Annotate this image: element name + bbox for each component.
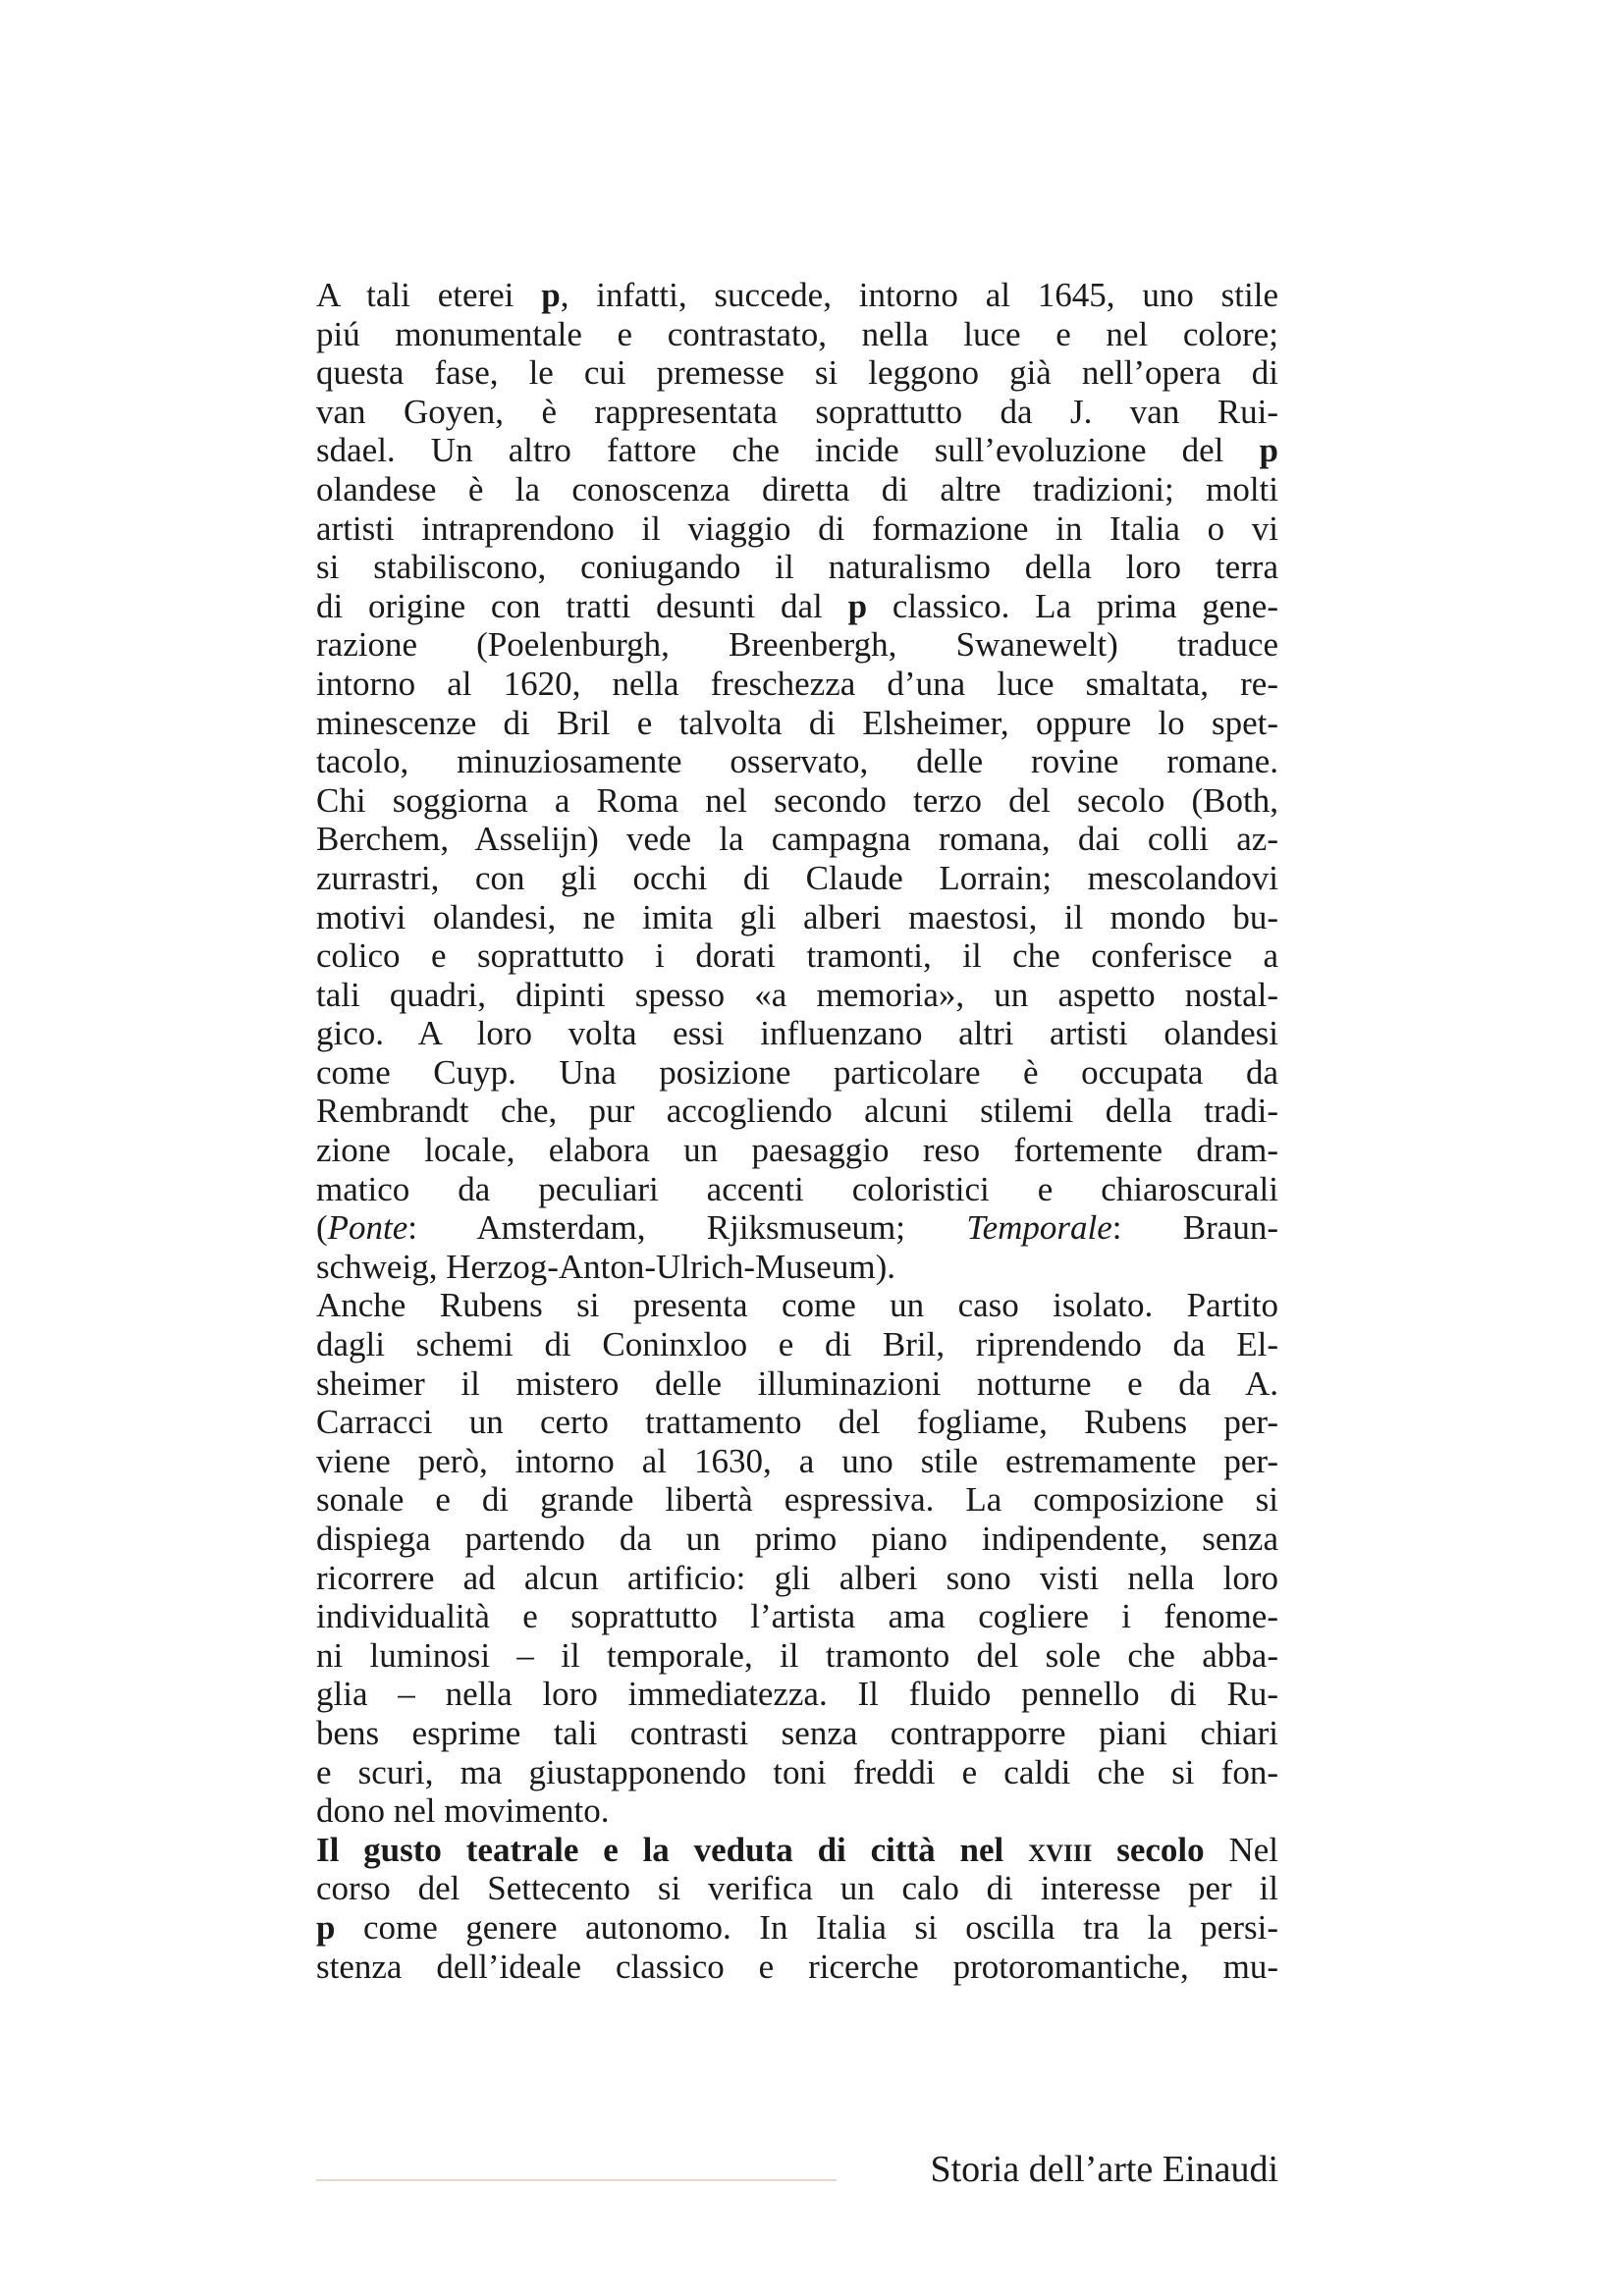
text-segment: stenza dell’ideale classico e ricerche protoromantiche, mu-: [316, 1947, 1278, 1986]
text-line: [316, 509, 1278, 549]
text-line: [316, 1948, 1278, 1987]
text-line: [316, 1831, 1278, 1870]
text-line: [316, 1248, 1278, 1287]
text-line: [316, 781, 1278, 821]
text-segment: motivi olandesi, ne imita gli alberi maestosi, il mondo bu-: [316, 897, 1278, 936]
text-segment: , infatti, succede, intorno al 1645, uno stile: [560, 276, 1278, 314]
text-segment: Ponte: [327, 1208, 408, 1248]
text-segment: si stabiliscono, coniugando il naturalismo della loro terra: [316, 548, 1278, 587]
text-line: [316, 1480, 1278, 1520]
text-segment: : Braun-: [1111, 1208, 1278, 1248]
text-line: [316, 548, 1278, 587]
text-segment: tali quadri, dipinti spesso «a memoria», un aspetto nostal-: [316, 975, 1278, 1014]
text-segment: Rembrandt che, pur accogliendo alcuni stilemi della tradi-: [316, 1092, 1278, 1131]
text-line: [316, 587, 1278, 626]
text-segment: colico e soprattutto i dorati tramonti, il che conferisce a: [316, 936, 1278, 976]
text-segment: come genere autonomo. In Italia si oscilla tra la persi-: [335, 1907, 1278, 1947]
text-segment: A tali eterei: [316, 276, 542, 314]
text-segment: e scuri, ma giustapponendo toni freddi e caldi che si fon-: [316, 1752, 1278, 1791]
text-segment: Carracci un certo trattamento del fogliame, Rubens per-: [316, 1403, 1278, 1442]
text-line: [316, 1442, 1278, 1481]
text-line: [316, 665, 1278, 704]
text-segment: dono nel movimento.: [316, 1791, 610, 1831]
text-line: [316, 1364, 1278, 1404]
text-line: [316, 704, 1278, 743]
text-line: [316, 431, 1278, 470]
footer-title: Storia dell’arte Einaudi: [930, 2149, 1278, 2190]
text-segment: zurrastri, con gli occhi di Claude Lorrain; mescolandovi: [316, 858, 1278, 897]
text-segment: Berchem, Asselijn) vede la campagna romana, dai colli az-: [316, 820, 1278, 859]
text-segment: Il gusto teatrale e la veduta di città nel: [316, 1830, 1029, 1869]
footer-rule: [316, 2179, 837, 2181]
text-line: [316, 470, 1278, 509]
text-line: [316, 1403, 1278, 1442]
text-segment: bens esprime tali contrasti senza contrapporre piani chiari: [316, 1713, 1278, 1752]
text-segment: : Amsterdam, Rjiksmuseum;: [407, 1208, 967, 1248]
text-line: [316, 1325, 1278, 1364]
text-line: [316, 1286, 1278, 1325]
text-line: [316, 1675, 1278, 1714]
text-segment: corso del Settecento si verifica un calo di interesse per il: [316, 1869, 1278, 1908]
text-segment: classico. La prima gene-: [867, 586, 1278, 625]
text-line: [316, 936, 1278, 976]
text-line: [316, 1014, 1278, 1053]
text-line: [316, 1208, 1278, 1248]
text-line: [316, 1753, 1278, 1792]
text-segment: p: [541, 276, 561, 314]
text-segment: sheimer il mistero delle illuminazioni notturne e da A.: [316, 1363, 1278, 1403]
text-line: [316, 859, 1278, 898]
text-segment: intorno al 1620, nella freschezza d’una luce smaltata, re-: [316, 664, 1278, 703]
text-segment: (: [316, 1208, 328, 1248]
text-line: [316, 820, 1278, 859]
text-segment: sdael. Un altro fattore che incide sull’evoluzione del: [316, 431, 1260, 470]
text-segment: viene però, intorno al 1630, a uno stile estremamente per-: [316, 1441, 1278, 1480]
text-segment: glia – nella loro immediatezza. Il fluido pennello di Ru-: [316, 1675, 1278, 1714]
page-footer: [316, 2120, 1278, 2190]
text-line: [316, 1092, 1278, 1131]
text-segment: tacolo, minuziosamente osservato, delle rovine romane.: [316, 742, 1278, 781]
text-segment: ni luminosi – il temporale, il tramonto del sole che abba-: [316, 1635, 1278, 1675]
text-segment: p: [847, 586, 868, 625]
text-segment: dagli schemi di Coninxloo e di Bril, riprendendo da El-: [316, 1325, 1278, 1364]
text-line: [316, 742, 1278, 781]
text-line: [316, 1869, 1278, 1908]
text-line: [316, 976, 1278, 1015]
text-segment: olandese è la conoscenza diretta di altre tradizioni; molti: [316, 469, 1278, 508]
text-segment: come Cuyp. Una posizione particolare è occupata da: [316, 1052, 1278, 1092]
text-segment: van Goyen, è rappresentata soprattutto da J. van Rui-: [316, 392, 1278, 431]
text-segment: di origine con tratti desunti dal: [316, 586, 848, 625]
text-line: [316, 353, 1278, 393]
text-segment: gico. A loro volta essi influenzano altri artisti olandesi: [316, 1014, 1278, 1053]
text-line: [316, 1053, 1278, 1093]
text-segment: schweig, Herzog-Anton-Ulrich-Museum).: [316, 1247, 895, 1286]
text-line: [316, 625, 1278, 665]
text-line: [316, 1597, 1278, 1636]
text-line: [316, 1636, 1278, 1676]
text-segment: dispiega partendo da un primo piano indipendente, senza: [316, 1520, 1278, 1558]
text-segment: Temporale: [966, 1208, 1112, 1248]
text-line: [316, 315, 1278, 354]
text-segment: sonale e di grande libertà espressiva. La composizione si: [316, 1480, 1278, 1520]
body-text: [316, 276, 1278, 1986]
text-segment: Anche Rubens si presenta come un caso isolato. Partito: [316, 1286, 1278, 1325]
text-line: [316, 276, 1278, 315]
text-line: [316, 1714, 1278, 1753]
text-segment: questa fase, le cui premesse si leggono già nell’opera di: [316, 353, 1278, 393]
text-line: [316, 1170, 1278, 1209]
text-segment: zione locale, elabora un paesaggio reso fortemente dram-: [316, 1131, 1278, 1170]
text-line: [316, 393, 1278, 432]
text-segment: secolo: [1092, 1830, 1205, 1869]
text-segment: Nel: [1204, 1830, 1278, 1869]
text-segment: minescenze di Bril e talvolta di Elsheimer, oppure lo spet-: [316, 703, 1278, 742]
text-line: [316, 1791, 1278, 1831]
text-segment: Chi soggiorna a Roma nel secondo terzo del secolo (Both,: [316, 780, 1278, 820]
text-segment: xviii: [1028, 1830, 1093, 1869]
text-segment: artisti intraprendono il viaggio di formazione in Italia o vi: [316, 508, 1278, 548]
text-line: [316, 1559, 1278, 1598]
text-line: [316, 1520, 1278, 1559]
text-line: [316, 898, 1278, 937]
text-segment: matico da peculiari accenti coloristici e chiaroscurali: [316, 1169, 1278, 1208]
text-line: [316, 1908, 1278, 1948]
text-segment: piú monumentale e contrastato, nella luce e nel colore;: [316, 314, 1278, 353]
text-segment: razione (Poelenburgh, Breenbergh, Swanewelt) traduce: [316, 625, 1278, 665]
text-line: [316, 1131, 1278, 1170]
text-segment: p: [1259, 431, 1278, 470]
text-segment: p: [316, 1907, 336, 1947]
text-segment: individualità e soprattutto l’artista ama cogliere i fenome-: [316, 1597, 1278, 1636]
text-segment: ricorrere ad alcun artificio: gli alberi sono visti nella loro: [316, 1558, 1278, 1597]
